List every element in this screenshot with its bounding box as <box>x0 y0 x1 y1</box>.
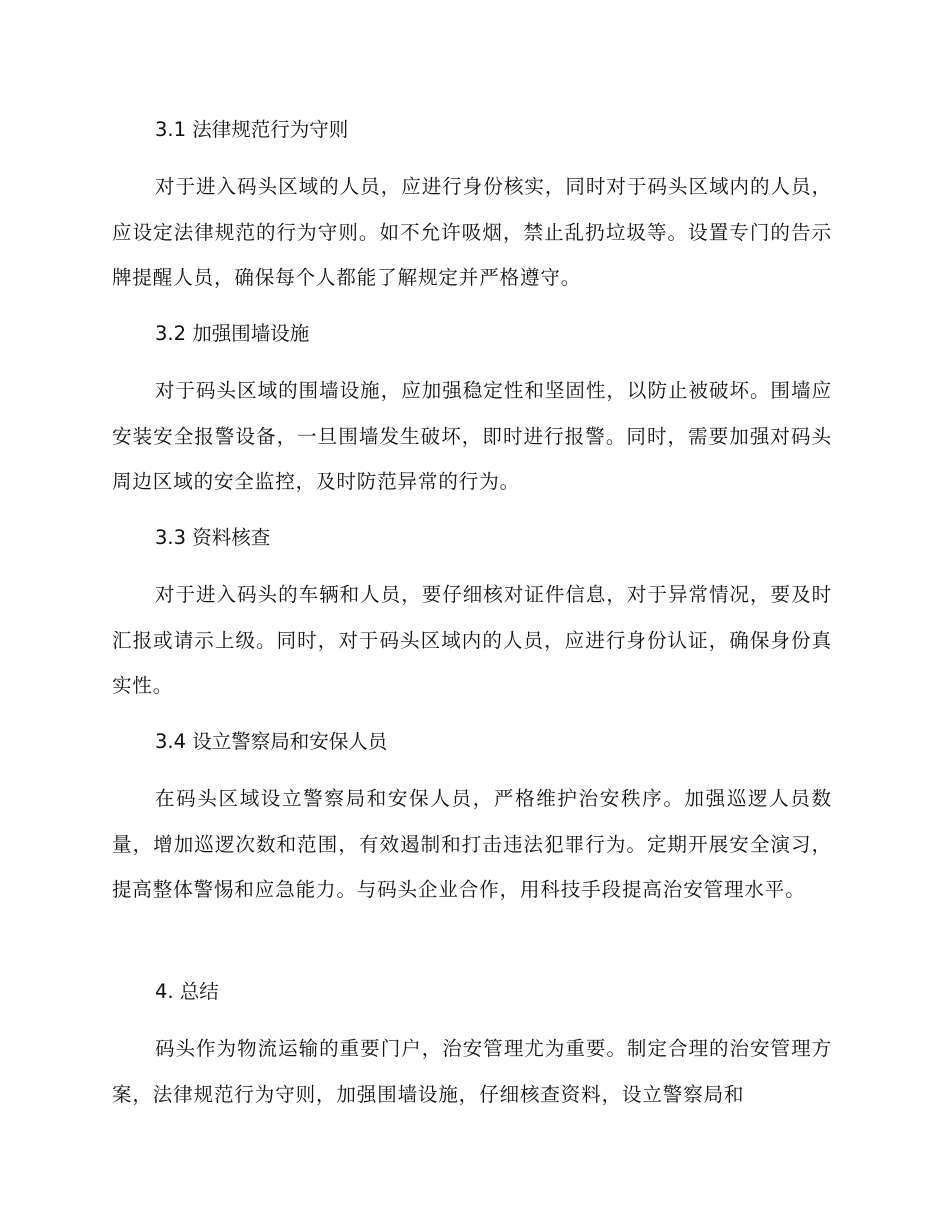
section-body-3-3: 对于进入码头的车辆和人员，要仔细核对证件信息，对于异常情况，要及时汇报或请示上级。同时，对于码头区域内的人员，应进行身份认证，确保身份真实性。 <box>112 583 832 697</box>
section-body-4: 码头作为物流运输的重要门户，治安管理尤为重要。制定合理的治安管理方案，法律规范行为守则，加强围墙设施，仔细核查资料，设立警察局和 <box>112 1037 832 1106</box>
section-body-3-4: 在码头区域设立警察局和安保人员，严格维护治安秩序。加强巡逻人员数量，增加巡逻次数和范围，有效遏制和打击违法犯罪行为。定期开展安全演习，提高整体警惕和应急能力。与码头企业合作，用科技手段提高治安管理水平。 <box>112 787 832 901</box>
section-body-3-2: 对于码头区域的围墙设施，应加强稳定性和坚固性，以防止被破坏。围墙应安装安全报警设备，一旦围墙发生破坏，即时进行报警。同时，需要加强对码头周边区域的安全监控，及时防范异常的行为。 <box>112 379 832 493</box>
section-heading-4: 4. 总结 <box>155 980 219 1003</box>
section-body-3-1: 对于进入码头区域的人员，应进行身份核实，同时对于码头区域内的人员，应设定法律规范的行为守则。如不允许吸烟，禁止乱扔垃圾等。设置专门的告示牌提醒人员，确保每个人都能了解规定并严格遵守。 <box>112 175 832 289</box>
section-heading-3-1: 3.1 法律规范行为守则 <box>155 118 349 141</box>
section-heading-3-2: 3.2 加强围墙设施 <box>155 322 310 345</box>
section-heading-3-3: 3.3 资料核查 <box>155 526 271 549</box>
section-heading-3-4: 3.4 设立警察局和安保人员 <box>155 730 388 753</box>
